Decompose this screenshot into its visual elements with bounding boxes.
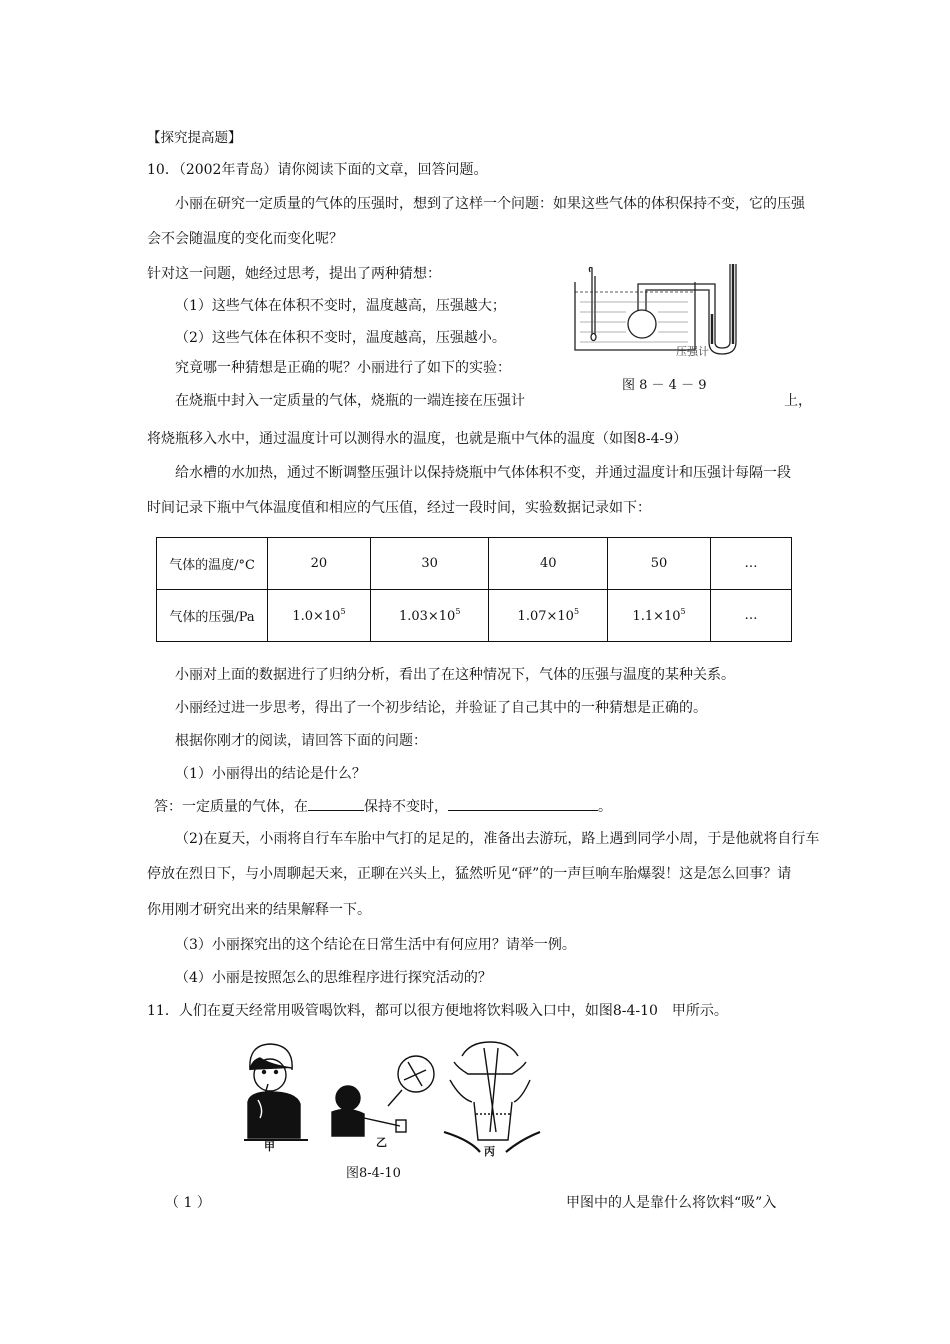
q10-subquestion-2b: 停放在烈日下，与小周聊起天来，正聊在兴头上，猛然听见“砰”的一声巨响车胎爆裂！这是怎么回事？请 (147, 866, 792, 882)
section-title: 【探究提高题】 (147, 130, 242, 146)
pressure-apparatus-figure (570, 262, 770, 362)
answer-blank-2[interactable] (448, 796, 598, 811)
q10-paragraph-6: 小丽对上面的数据进行了归纳分析，看出了在这种情况下，气体的压强与温度的某种关系。 (175, 667, 735, 683)
q10-paragraph-4a-end: 上， (784, 393, 812, 409)
table-cell: 50 (608, 538, 711, 590)
table-cell: $1.03\times 10^5$ (370, 590, 489, 642)
temperature-pressure-table (156, 537, 792, 642)
q10-subquestion-2a: （2)在夏天，小雨将自行车车胎中气打的足足的，准备出去游玩，路上遇到同学小周，于是他就将自行车 (175, 831, 820, 847)
table-row (157, 538, 792, 590)
straw-drinking-figure (240, 1040, 560, 1155)
q10-header: 10．（2002年青岛）请你阅读下面的文章，回答问题。 (147, 162, 488, 178)
q10-subquestion-2c: 你用刚才研究出来的结果解释一下。 (147, 902, 371, 918)
table-cell: 40 (489, 538, 608, 590)
q10-paragraph-5a: 给水槽的水加热，通过不断调整压强计以保持烧瓶中气体体积不变，并通过温度计和压强计每隔一段 (175, 465, 791, 481)
q10-subquestion-3: （3）小丽探究出的这个结论在日常生活中有何应用？请举一例。 (175, 937, 576, 953)
row-header-temperature: 气体的温度/°C (157, 538, 268, 590)
q10-guess-2: （2）这些气体在体积不变时，温度越高，压强越小。 (175, 330, 506, 346)
q10-subquestion-1: （1）小丽得出的结论是什么？ (175, 766, 366, 782)
table-cell: … (711, 590, 792, 642)
table-cell: 30 (370, 538, 489, 590)
q11-header: 11．人们在夏天经常用吸管喝饮料，都可以很方便地将饮料吸入口中，如图8-4-10 甲所示。 (147, 1003, 728, 1019)
q10-guess-1: （1）这些气体在体积不变时，温度越高，压强越大； (175, 298, 506, 314)
row-header-pressure: 气体的压强/Pa (157, 590, 268, 642)
figure-label-bing: 丙 (484, 1145, 495, 1158)
figure-label-yi: 乙 (376, 1136, 387, 1149)
figure-8-4-10-caption: 图8-4-10 (346, 1166, 401, 1181)
q10-paragraph-1a: 小丽在研究一定质量的气体的压强时，想到了这样一个问题：如果这些气体的体积保持不变，它的压强 (175, 196, 805, 212)
q10-paragraph-4b: 将烧瓶移入水中，通过温度计可以测得水的温度，也就是瓶中气体的温度（如图8-4-9） (147, 431, 688, 447)
manometer-label: 压强计 (676, 345, 709, 358)
table-cell: $1.1\times 10^5$ (608, 590, 711, 642)
answer-blank-1[interactable] (308, 796, 364, 811)
figure-label-jia: 甲 (264, 1140, 275, 1153)
q10-paragraph-8: 根据你刚才的阅读，请回答下面的问题： (175, 733, 427, 749)
q10-answer-line: 答：一定质量的气体，在 保持不变时， 。 (154, 796, 612, 817)
q10-paragraph-1b: 会不会随温度的变化而变化呢？ (147, 231, 343, 247)
table-cell: … (711, 538, 792, 590)
figure-8-4-9-caption: 图 8 － 4 － 9 (622, 378, 707, 393)
table-cell: 20 (268, 538, 371, 590)
q10-paragraph-5b: 时间记录下瓶中气体温度值和相应的气压值，经过一段时间，实验数据记录如下： (147, 500, 651, 516)
q10-subquestion-4: （4）小丽是按照怎么的思维程序进行探究活动的？ (175, 970, 492, 986)
q10-paragraph-3: 究竟哪一种猜想是正确的呢？小丽进行了如下的实验： (175, 360, 511, 376)
table-cell: $1.07\times 10^5$ (489, 590, 608, 642)
q11-subquestion-1-number: （ 1 ） (165, 1195, 211, 1211)
q10-paragraph-2: 针对这一问题，她经过思考，提出了两种猜想： (147, 266, 441, 282)
q10-paragraph-7: 小丽经过进一步思考，得出了一个初步结论，并验证了自己其中的一种猜想是正确的。 (175, 700, 707, 716)
table-cell: $1.0\times 10^5$ (268, 590, 371, 642)
q11-subquestion-1-text: 甲图中的人是靠什么将饮料“吸”入 (566, 1195, 777, 1211)
table-row (157, 590, 792, 642)
q10-paragraph-4a: 在烧瓶中封入一定质量的气体，烧瓶的一端连接在压强计 (175, 393, 525, 409)
